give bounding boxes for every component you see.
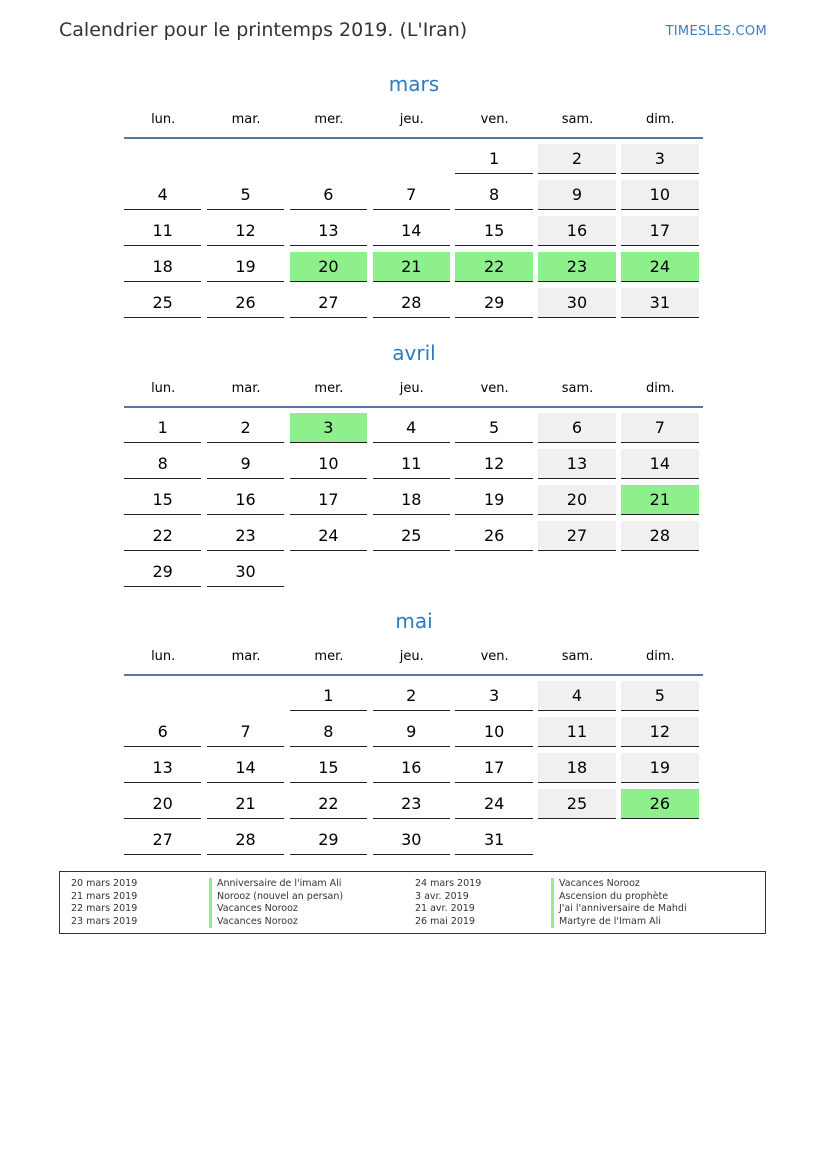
weekday-label: jeu. (399, 648, 424, 664)
legend-holiday-name: Martyre de l'Imam Ali (551, 916, 687, 929)
day-cell: 27 (124, 825, 201, 855)
day-cell: 18 (373, 485, 450, 515)
page-title: Calendrier pour le printemps 2019. (L'Iran) (59, 19, 468, 41)
weekday-label: mer. (314, 648, 344, 664)
legend-date: 23 mars 2019 (71, 915, 138, 927)
week-row (124, 252, 704, 288)
legend-date: 21 avr. 2019 (415, 903, 475, 914)
empty-day-cell (621, 825, 698, 855)
day-cell: 18 (538, 753, 615, 783)
day-cell: 7 (207, 717, 284, 747)
day-cell: 29 (124, 557, 201, 587)
day-cell: 21 (373, 252, 450, 282)
weekday-label: dim. (646, 111, 675, 127)
empty-day-cell (373, 144, 450, 174)
header-divider (124, 137, 703, 139)
day-cell: 17 (621, 216, 698, 246)
week-row (124, 717, 704, 753)
weekday-label: mer. (314, 380, 344, 396)
day-cell: 20 (124, 789, 201, 819)
week-row (124, 180, 704, 216)
day-cell: 22 (290, 789, 367, 819)
day-cell: 23 (538, 252, 615, 282)
weekday-label: sam. (561, 380, 594, 396)
day-cell: 31 (621, 288, 698, 318)
day-cell: 19 (455, 485, 532, 515)
day-cell: 19 (621, 753, 698, 783)
holiday-legend (59, 871, 766, 934)
week-row (124, 216, 704, 252)
empty-day-cell (538, 825, 615, 855)
day-cell: 15 (290, 753, 367, 783)
day-cell: 1 (124, 413, 201, 443)
day-cell: 6 (290, 180, 367, 210)
day-cell: 24 (455, 789, 532, 819)
day-cell: 28 (621, 521, 698, 551)
day-cell: 15 (124, 485, 201, 515)
day-cell: 30 (538, 288, 615, 318)
day-cell: 3 (455, 681, 532, 711)
weekday-label: mar. (231, 648, 261, 664)
day-cell: 5 (207, 180, 284, 210)
day-cell: 24 (290, 521, 367, 551)
week-row (124, 288, 704, 324)
month-block-avril (124, 339, 704, 593)
day-cell: 14 (373, 216, 450, 246)
weekday-label: mer. (314, 111, 344, 127)
weekday-header-row (124, 641, 704, 671)
day-cell: 8 (124, 449, 201, 479)
day-cell: 27 (290, 288, 367, 318)
month-name: mars (388, 72, 440, 96)
empty-day-cell (621, 557, 698, 587)
day-cell: 26 (455, 521, 532, 551)
legend-dates-right (415, 878, 481, 928)
week-row (124, 681, 704, 717)
day-cell: 4 (373, 413, 450, 443)
day-cell: 13 (290, 216, 367, 246)
day-cell: 2 (207, 413, 284, 443)
empty-day-cell (455, 557, 532, 587)
legend-date: 24 mars 2019 (415, 878, 482, 889)
day-cell: 4 (538, 681, 615, 711)
day-cell: 17 (455, 753, 532, 783)
day-cell: 10 (621, 180, 698, 210)
weekday-label: ven. (480, 111, 509, 127)
legend-labels-left (209, 878, 343, 928)
day-cell: 11 (538, 717, 615, 747)
legend-labels-right (551, 878, 687, 928)
weekday-label: ven. (480, 648, 509, 664)
day-cell: 17 (290, 485, 367, 515)
weekday-label: lun. (151, 111, 176, 127)
legend-holiday-name: Vacances Norooz (209, 903, 343, 916)
week-row (124, 789, 704, 825)
day-cell: 4 (124, 180, 201, 210)
day-cell: 21 (621, 485, 698, 515)
weekday-label: sam. (561, 111, 594, 127)
weekday-label: ven. (480, 380, 509, 396)
month-name: avril (392, 341, 436, 365)
weekday-label: mar. (231, 111, 261, 127)
week-row (124, 413, 704, 449)
day-cell: 3 (621, 144, 698, 174)
legend-dates-left (71, 878, 137, 928)
day-cell: 18 (124, 252, 201, 282)
weekday-header-row (124, 373, 704, 403)
empty-day-cell (373, 557, 450, 587)
legend-date: 21 mars 2019 (71, 890, 138, 902)
day-cell: 25 (124, 288, 201, 318)
legend-date: 20 mars 2019 (71, 878, 138, 889)
day-cell: 9 (207, 449, 284, 479)
day-cell: 2 (538, 144, 615, 174)
weekday-label: jeu. (399, 380, 424, 396)
weekday-label: lun. (151, 648, 176, 664)
day-cell: 23 (373, 789, 450, 819)
day-cell: 26 (621, 789, 698, 819)
empty-day-cell (207, 144, 284, 174)
header-divider (124, 406, 703, 408)
day-cell: 12 (207, 216, 284, 246)
month-name: mai (395, 609, 433, 633)
day-cell: 28 (373, 288, 450, 318)
day-cell: 20 (290, 252, 367, 282)
day-cell: 5 (621, 681, 698, 711)
day-cell: 15 (455, 216, 532, 246)
day-cell: 12 (455, 449, 532, 479)
day-cell: 29 (290, 825, 367, 855)
legend-holiday-name: J'ai l'anniversaire de Mahdi (551, 903, 687, 916)
day-cell: 16 (373, 753, 450, 783)
legend-holiday-name: Norooz (nouvel an persan) (209, 891, 343, 904)
legend-holiday-name: Ascension du prophète (551, 891, 687, 904)
month-block-mai (124, 607, 704, 861)
empty-day-cell (538, 557, 615, 587)
day-cell: 6 (538, 413, 615, 443)
day-cell: 28 (207, 825, 284, 855)
day-cell: 9 (538, 180, 615, 210)
day-cell: 1 (290, 681, 367, 711)
empty-day-cell (124, 681, 201, 711)
day-cell: 20 (538, 485, 615, 515)
week-row (124, 557, 704, 593)
weekday-label: lun. (151, 380, 176, 396)
day-cell: 12 (621, 717, 698, 747)
day-cell: 7 (373, 180, 450, 210)
legend-holiday-name: Vacances Norooz (551, 878, 687, 891)
day-cell: 24 (621, 252, 698, 282)
empty-day-cell (290, 144, 367, 174)
day-cell: 19 (207, 252, 284, 282)
legend-date: 22 mars 2019 (71, 903, 138, 914)
weekday-label: dim. (646, 648, 675, 664)
day-cell: 5 (455, 413, 532, 443)
brand-logo-text[interactable]: TIMESLES.COM (665, 24, 767, 39)
day-cell: 6 (124, 717, 201, 747)
day-cell: 11 (124, 216, 201, 246)
day-cell: 31 (455, 825, 532, 855)
header-divider (124, 674, 703, 676)
legend-holiday-name: Vacances Norooz (209, 916, 343, 929)
day-cell: 16 (207, 485, 284, 515)
weekday-header-row (124, 104, 704, 134)
day-cell: 9 (373, 717, 450, 747)
weekday-label: sam. (561, 648, 594, 664)
week-row (124, 753, 704, 789)
week-row (124, 521, 704, 557)
day-cell: 26 (207, 288, 284, 318)
day-cell: 22 (124, 521, 201, 551)
week-row (124, 449, 704, 485)
day-cell: 22 (455, 252, 532, 282)
week-row (124, 825, 704, 861)
day-cell: 14 (621, 449, 698, 479)
day-cell: 8 (455, 180, 532, 210)
legend-holiday-name: Anniversaire de l'imam Ali (209, 878, 343, 891)
empty-day-cell (124, 144, 201, 174)
legend-date: 3 avr. 2019 (415, 890, 469, 902)
day-cell: 11 (373, 449, 450, 479)
day-cell: 27 (538, 521, 615, 551)
day-cell: 21 (207, 789, 284, 819)
day-cell: 14 (207, 753, 284, 783)
day-cell: 25 (373, 521, 450, 551)
day-cell: 23 (207, 521, 284, 551)
empty-day-cell (290, 557, 367, 587)
day-cell: 10 (290, 449, 367, 479)
day-cell: 30 (207, 557, 284, 587)
day-cell: 13 (124, 753, 201, 783)
day-cell: 7 (621, 413, 698, 443)
weekday-label: mar. (231, 380, 261, 396)
month-block-mars (124, 70, 704, 324)
day-cell: 30 (373, 825, 450, 855)
day-cell: 10 (455, 717, 532, 747)
day-cell: 29 (455, 288, 532, 318)
legend-date: 26 mai 2019 (415, 915, 476, 927)
empty-day-cell (207, 681, 284, 711)
weekday-label: dim. (646, 380, 675, 396)
day-cell: 1 (455, 144, 532, 174)
day-cell: 25 (538, 789, 615, 819)
day-cell: 8 (290, 717, 367, 747)
day-cell: 13 (538, 449, 615, 479)
day-cell: 16 (538, 216, 615, 246)
day-cell: 2 (373, 681, 450, 711)
week-row (124, 485, 704, 521)
week-row (124, 144, 704, 180)
day-cell: 3 (290, 413, 367, 443)
weekday-label: jeu. (399, 111, 424, 127)
